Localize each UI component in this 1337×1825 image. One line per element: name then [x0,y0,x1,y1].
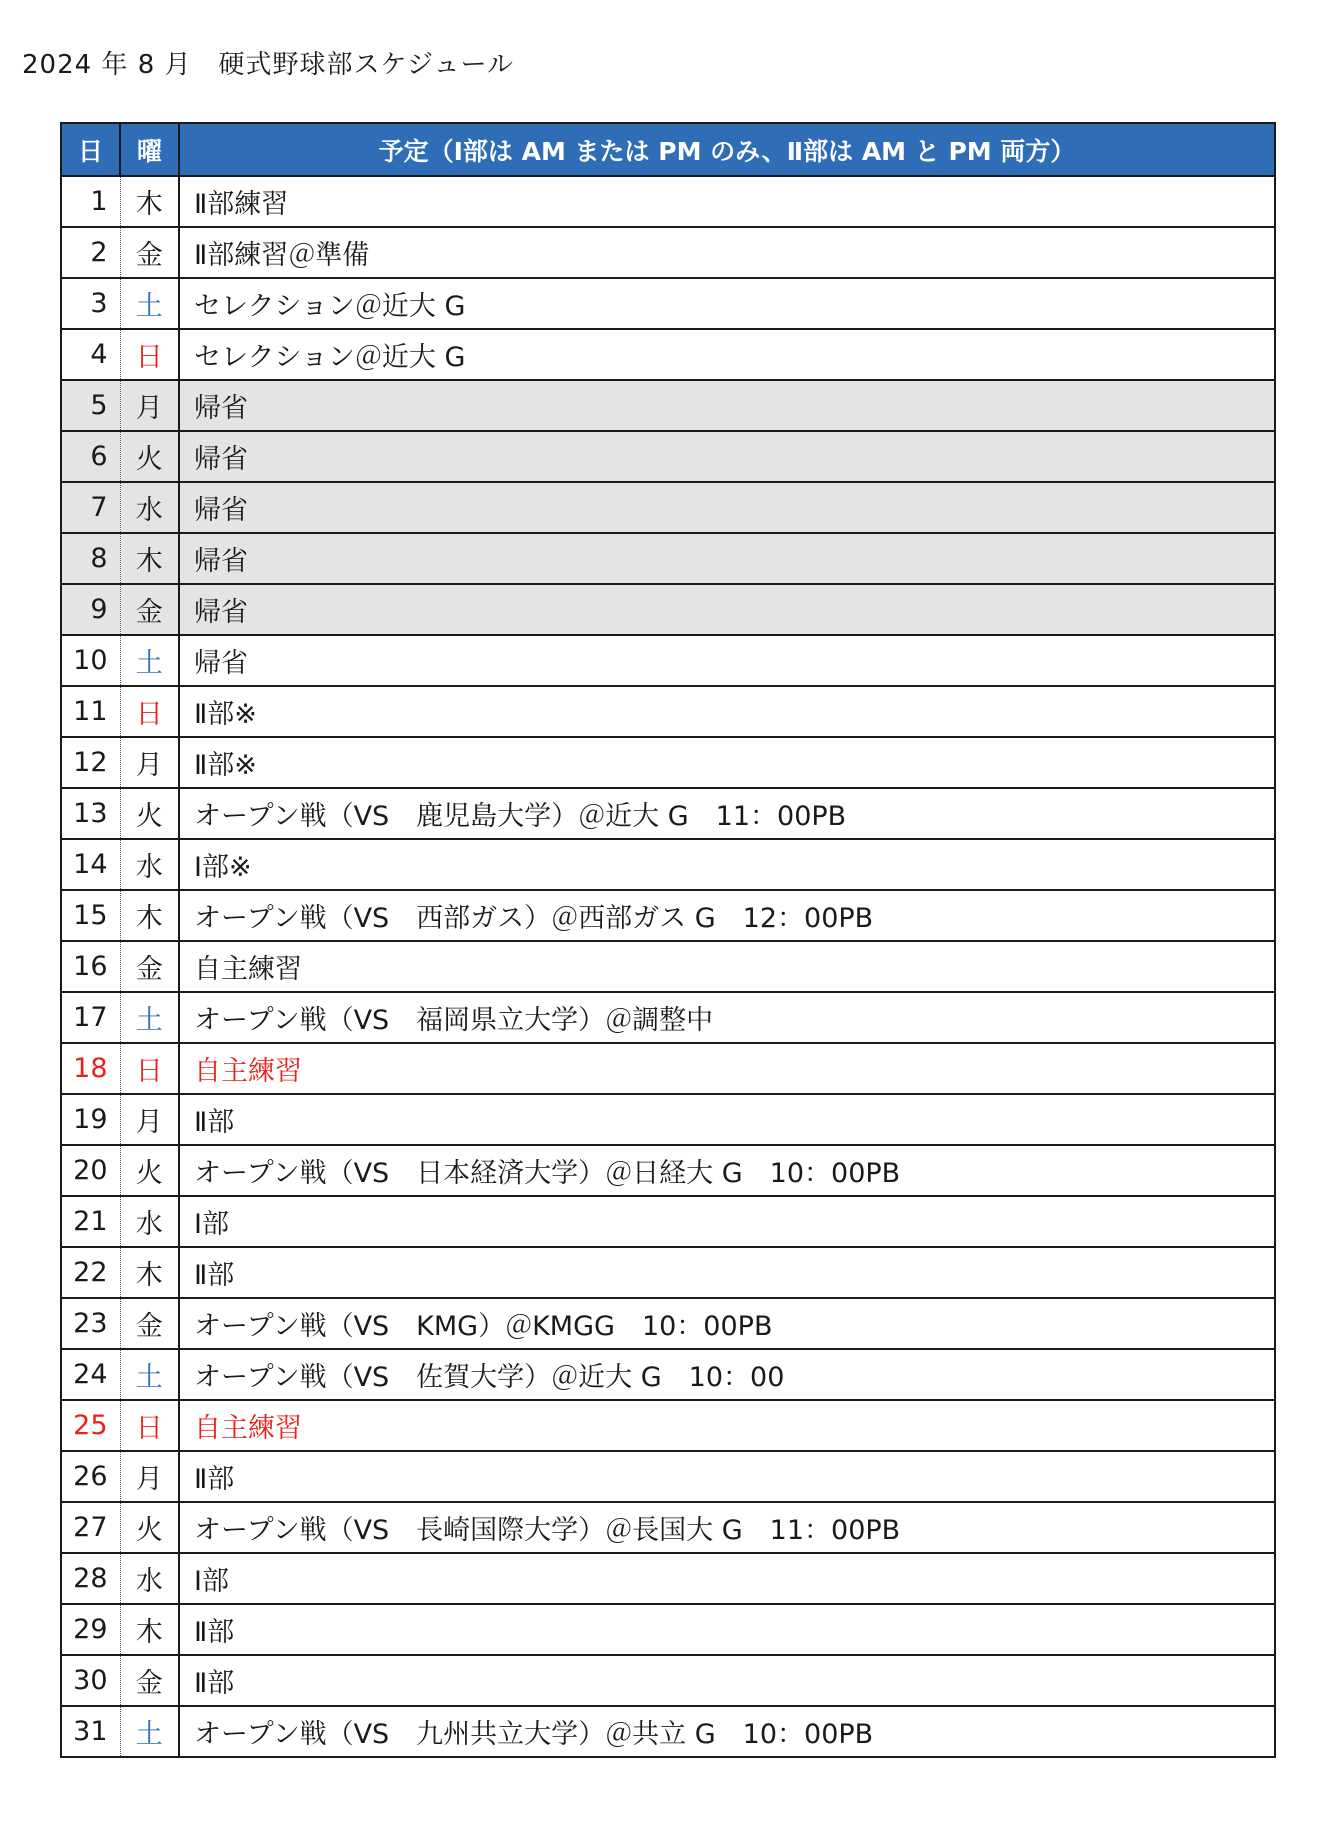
table-row [61,1043,1275,1094]
weekday-cell: 水 [120,1196,179,1247]
day-cell: 24 [61,1349,120,1400]
table-row [61,533,1275,584]
plan-cell: Ⅱ部 [179,1655,1275,1706]
table-row [61,1145,1275,1196]
table-row [61,890,1275,941]
day-cell: 5 [61,380,120,431]
weekday-cell: 日 [120,329,179,380]
day-cell: 9 [61,584,120,635]
day-cell: 21 [61,1196,120,1247]
table-row [61,992,1275,1043]
weekday-cell: 金 [120,227,179,278]
weekday-cell: 水 [120,482,179,533]
weekday-cell: 木 [120,533,179,584]
weekday-cell: 日 [120,686,179,737]
day-cell: 2 [61,227,120,278]
weekday-cell: 土 [120,1349,179,1400]
plan-cell: オープン戦（VS 佐賀大学）＠近大 G 10：00 [179,1349,1275,1400]
table-row [61,737,1275,788]
plan-cell: 帰省 [179,635,1275,686]
plan-cell: 自主練習 [179,941,1275,992]
weekday-cell: 木 [120,1247,179,1298]
weekday-cell: 月 [120,1094,179,1145]
day-cell: 11 [61,686,120,737]
plan-cell: Ⅱ部練習 [179,176,1275,227]
weekday-cell: 金 [120,1298,179,1349]
weekday-cell: 水 [120,839,179,890]
day-cell: 10 [61,635,120,686]
table-row [61,1553,1275,1604]
weekday-cell: 日 [120,1043,179,1094]
table-row [61,788,1275,839]
table-row [61,1247,1275,1298]
plan-cell: 自主練習 [179,1400,1275,1451]
table-row [61,380,1275,431]
plan-cell: 帰省 [179,380,1275,431]
weekday-cell: 木 [120,890,179,941]
table-row [61,1451,1275,1502]
table-row [61,278,1275,329]
day-cell: 20 [61,1145,120,1196]
document-title: 2024 年 8 月 硬式野球部スケジュール [22,50,514,80]
weekday-cell: 土 [120,992,179,1043]
plan-cell: オープン戦（VS 九州共立大学）＠共立 G 10：00PB [179,1706,1275,1757]
plan-cell: セレクション＠近大 G [179,278,1275,329]
plan-cell: 帰省 [179,533,1275,584]
weekday-cell: 金 [120,584,179,635]
day-cell: 14 [61,839,120,890]
table-row [61,584,1275,635]
day-cell: 13 [61,788,120,839]
table-row [61,1706,1275,1757]
header-row [61,123,1275,176]
weekday-cell: 日 [120,1400,179,1451]
plan-cell: オープン戦（VS KMG）＠KMGG 10：00PB [179,1298,1275,1349]
table-row [61,431,1275,482]
weekday-cell: 月 [120,1451,179,1502]
weekday-cell: 水 [120,1553,179,1604]
table-row [61,1349,1275,1400]
weekday-cell: 月 [120,380,179,431]
weekday-cell: 火 [120,1145,179,1196]
plan-cell: 帰省 [179,431,1275,482]
weekday-cell: 火 [120,1502,179,1553]
table-row [61,1400,1275,1451]
day-cell: 3 [61,278,120,329]
plan-cell: Ⅱ部 [179,1247,1275,1298]
table-row [61,482,1275,533]
day-cell: 31 [61,1706,120,1757]
day-cell: 27 [61,1502,120,1553]
table-row [61,1196,1275,1247]
plan-cell: オープン戦（VS 西部ガス）＠西部ガス G 12：00PB [179,890,1275,941]
plan-cell: Ⅱ部 [179,1094,1275,1145]
weekday-cell: 火 [120,788,179,839]
day-cell: 12 [61,737,120,788]
plan-cell: オープン戦（VS 長崎国際大学）＠長国大 G 11：00PB [179,1502,1275,1553]
plan-cell: Ⅰ部 [179,1553,1275,1604]
day-cell: 6 [61,431,120,482]
weekday-cell: 土 [120,635,179,686]
table-row [61,227,1275,278]
weekday-cell: 土 [120,1706,179,1757]
table-row [61,1502,1275,1553]
weekday-cell: 金 [120,1655,179,1706]
day-cell: 28 [61,1553,120,1604]
plan-cell: Ⅰ部 [179,1196,1275,1247]
plan-cell: Ⅱ部 [179,1451,1275,1502]
day-cell: 22 [61,1247,120,1298]
plan-cell: オープン戦（VS 福岡県立大学）＠調整中 [179,992,1275,1043]
day-cell: 17 [61,992,120,1043]
day-cell: 26 [61,1451,120,1502]
day-cell: 25 [61,1400,120,1451]
table-row [61,941,1275,992]
day-cell: 23 [61,1298,120,1349]
weekday-cell: 月 [120,737,179,788]
table-row [61,1298,1275,1349]
plan-cell: Ⅰ部※ [179,839,1275,890]
day-cell: 30 [61,1655,120,1706]
plan-cell: オープン戦（VS 日本経済大学）＠日経大 G 10：00PB [179,1145,1275,1196]
table-row [61,176,1275,227]
weekday-cell: 木 [120,1604,179,1655]
day-cell: 4 [61,329,120,380]
day-cell: 8 [61,533,120,584]
day-cell: 18 [61,1043,120,1094]
day-cell: 7 [61,482,120,533]
plan-cell: オープン戦（VS 鹿児島大学）＠近大 G 11：00PB [179,788,1275,839]
day-cell: 16 [61,941,120,992]
plan-cell: 自主練習 [179,1043,1275,1094]
plan-cell: 帰省 [179,584,1275,635]
weekday-cell: 火 [120,431,179,482]
table-row [61,839,1275,890]
table-row [61,635,1275,686]
schedule-table [60,122,1276,1758]
table-row [61,1655,1275,1706]
plan-cell: 帰省 [179,482,1275,533]
header-plan: 予定（Ⅰ部は AM または PM のみ、Ⅱ部は AM と PM 両方） [179,123,1275,176]
table-row [61,686,1275,737]
plan-cell: Ⅱ部 [179,1604,1275,1655]
weekday-cell: 土 [120,278,179,329]
day-cell: 29 [61,1604,120,1655]
weekday-cell: 金 [120,941,179,992]
plan-cell: Ⅱ部※ [179,737,1275,788]
table-row [61,1094,1275,1145]
table-row [61,1604,1275,1655]
weekday-cell: 木 [120,176,179,227]
day-cell: 1 [61,176,120,227]
plan-cell: Ⅱ部練習＠準備 [179,227,1275,278]
header-day: 日 [61,123,120,176]
schedule-body [61,176,1275,1757]
header-weekday: 曜 [120,123,179,176]
table-row [61,329,1275,380]
day-cell: 15 [61,890,120,941]
day-cell: 19 [61,1094,120,1145]
plan-cell: セレクション＠近大 G [179,329,1275,380]
plan-cell: Ⅱ部※ [179,686,1275,737]
